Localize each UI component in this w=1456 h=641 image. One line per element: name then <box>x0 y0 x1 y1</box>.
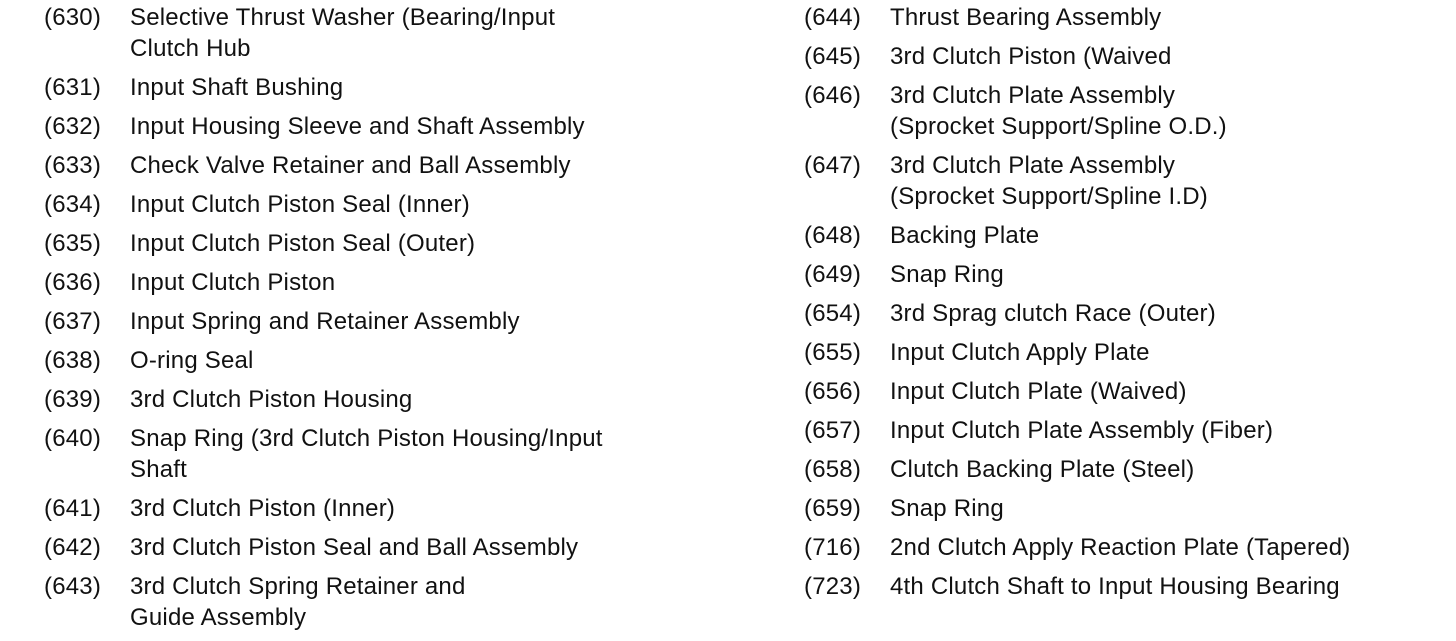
part-item-654 <box>804 298 1452 329</box>
part-description: Thrust Bearing Assembly <box>890 4 1162 31</box>
part-item-638 <box>44 345 744 376</box>
part-item-723 <box>804 571 1452 602</box>
part-description: Input Clutch Plate Assembly (Fiber) <box>890 417 1274 444</box>
part-number: (639) <box>44 386 102 413</box>
part-number: (645) <box>804 43 862 70</box>
part-item-634 <box>44 189 744 220</box>
part-number: (656) <box>804 378 862 405</box>
part-description: Backing Plate <box>890 222 1040 249</box>
part-description: Check Valve Retainer and Ball Assembly <box>130 152 571 179</box>
part-description: 3rd Sprag clutch Race (Outer) <box>890 300 1216 327</box>
part-number: (657) <box>804 417 862 444</box>
part-number: (646) <box>804 82 862 109</box>
parts-list-right-column <box>804 2 1452 610</box>
part-number: (655) <box>804 339 862 366</box>
part-description: O-ring Seal <box>130 347 254 374</box>
part-number: (658) <box>804 456 862 483</box>
part-number: (716) <box>804 534 862 561</box>
part-number: (635) <box>44 230 102 257</box>
part-description: Snap Ring <box>890 261 1004 288</box>
part-number: (647) <box>804 152 862 179</box>
part-description: Input Clutch Apply Plate <box>890 339 1150 366</box>
part-description: Input Clutch Piston <box>130 269 336 296</box>
part-item-630 <box>44 2 744 64</box>
part-description: Clutch Backing Plate (Steel) <box>890 456 1195 483</box>
part-number: (641) <box>44 495 102 522</box>
part-item-643 <box>44 571 744 633</box>
part-item-656 <box>804 376 1452 407</box>
part-number: (654) <box>804 300 862 327</box>
part-description: 3rd Clutch Spring Retainer and Guide Assembly <box>130 573 466 631</box>
part-description: Selective Thrust Washer (Bearing/Input Clutch Hub <box>130 4 556 62</box>
part-description: Input Clutch Plate (Waived) <box>890 378 1187 405</box>
part-item-649 <box>804 259 1452 290</box>
part-item-631 <box>44 72 744 103</box>
part-number: (649) <box>804 261 862 288</box>
part-description: 3rd Clutch Plate Assembly (Sprocket Support/Spline I.D) <box>890 152 1208 210</box>
part-item-657 <box>804 415 1452 446</box>
part-description: Input Housing Sleeve and Shaft Assembly <box>130 113 585 140</box>
part-item-636 <box>44 267 744 298</box>
part-number: (643) <box>44 573 102 600</box>
part-item-632 <box>44 111 744 142</box>
part-description: 3rd Clutch Plate Assembly (Sprocket Support/Spline O.D.) <box>890 82 1227 140</box>
part-description: Input Spring and Retainer Assembly <box>130 308 520 335</box>
part-number: (640) <box>44 425 102 452</box>
part-number: (648) <box>804 222 862 249</box>
part-number: (630) <box>44 4 102 31</box>
part-number: (631) <box>44 74 102 101</box>
parts-list-left-column <box>44 2 744 641</box>
part-item-642 <box>44 532 744 563</box>
part-description: Snap Ring <box>890 495 1004 522</box>
part-description: 3rd Clutch Piston Housing <box>130 386 413 413</box>
part-description: Input Shaft Bushing <box>130 74 344 101</box>
part-item-641 <box>44 493 744 524</box>
part-description: 4th Clutch Shaft to Input Housing Bearing <box>890 573 1340 600</box>
part-description: Input Clutch Piston Seal (Inner) <box>130 191 470 218</box>
part-number: (637) <box>44 308 102 335</box>
part-description: 3rd Clutch Piston Seal and Ball Assembly <box>130 534 579 561</box>
part-item-633 <box>44 150 744 181</box>
part-description: 3rd Clutch Piston (Inner) <box>130 495 396 522</box>
part-number: (633) <box>44 152 102 179</box>
part-item-640 <box>44 423 744 485</box>
part-number: (638) <box>44 347 102 374</box>
part-description: Input Clutch Piston Seal (Outer) <box>130 230 476 257</box>
part-item-637 <box>44 306 744 337</box>
part-description: 3rd Clutch Piston (Waived <box>890 43 1172 70</box>
part-item-658 <box>804 454 1452 485</box>
part-item-639 <box>44 384 744 415</box>
part-number: (632) <box>44 113 102 140</box>
part-item-647 <box>804 150 1452 212</box>
part-number: (659) <box>804 495 862 522</box>
part-number: (723) <box>804 573 862 600</box>
part-item-648 <box>804 220 1452 251</box>
part-item-716 <box>804 532 1452 563</box>
part-item-644 <box>804 2 1452 33</box>
part-item-646 <box>804 80 1452 142</box>
part-number: (642) <box>44 534 102 561</box>
part-item-659 <box>804 493 1452 524</box>
part-number: (636) <box>44 269 102 296</box>
part-item-635 <box>44 228 744 259</box>
part-description: 2nd Clutch Apply Reaction Plate (Tapered) <box>890 534 1351 561</box>
part-item-655 <box>804 337 1452 368</box>
part-item-645 <box>804 41 1452 72</box>
part-number: (644) <box>804 4 862 31</box>
part-number: (634) <box>44 191 102 218</box>
part-description: Snap Ring (3rd Clutch Piston Housing/Input Shaft <box>130 425 603 483</box>
